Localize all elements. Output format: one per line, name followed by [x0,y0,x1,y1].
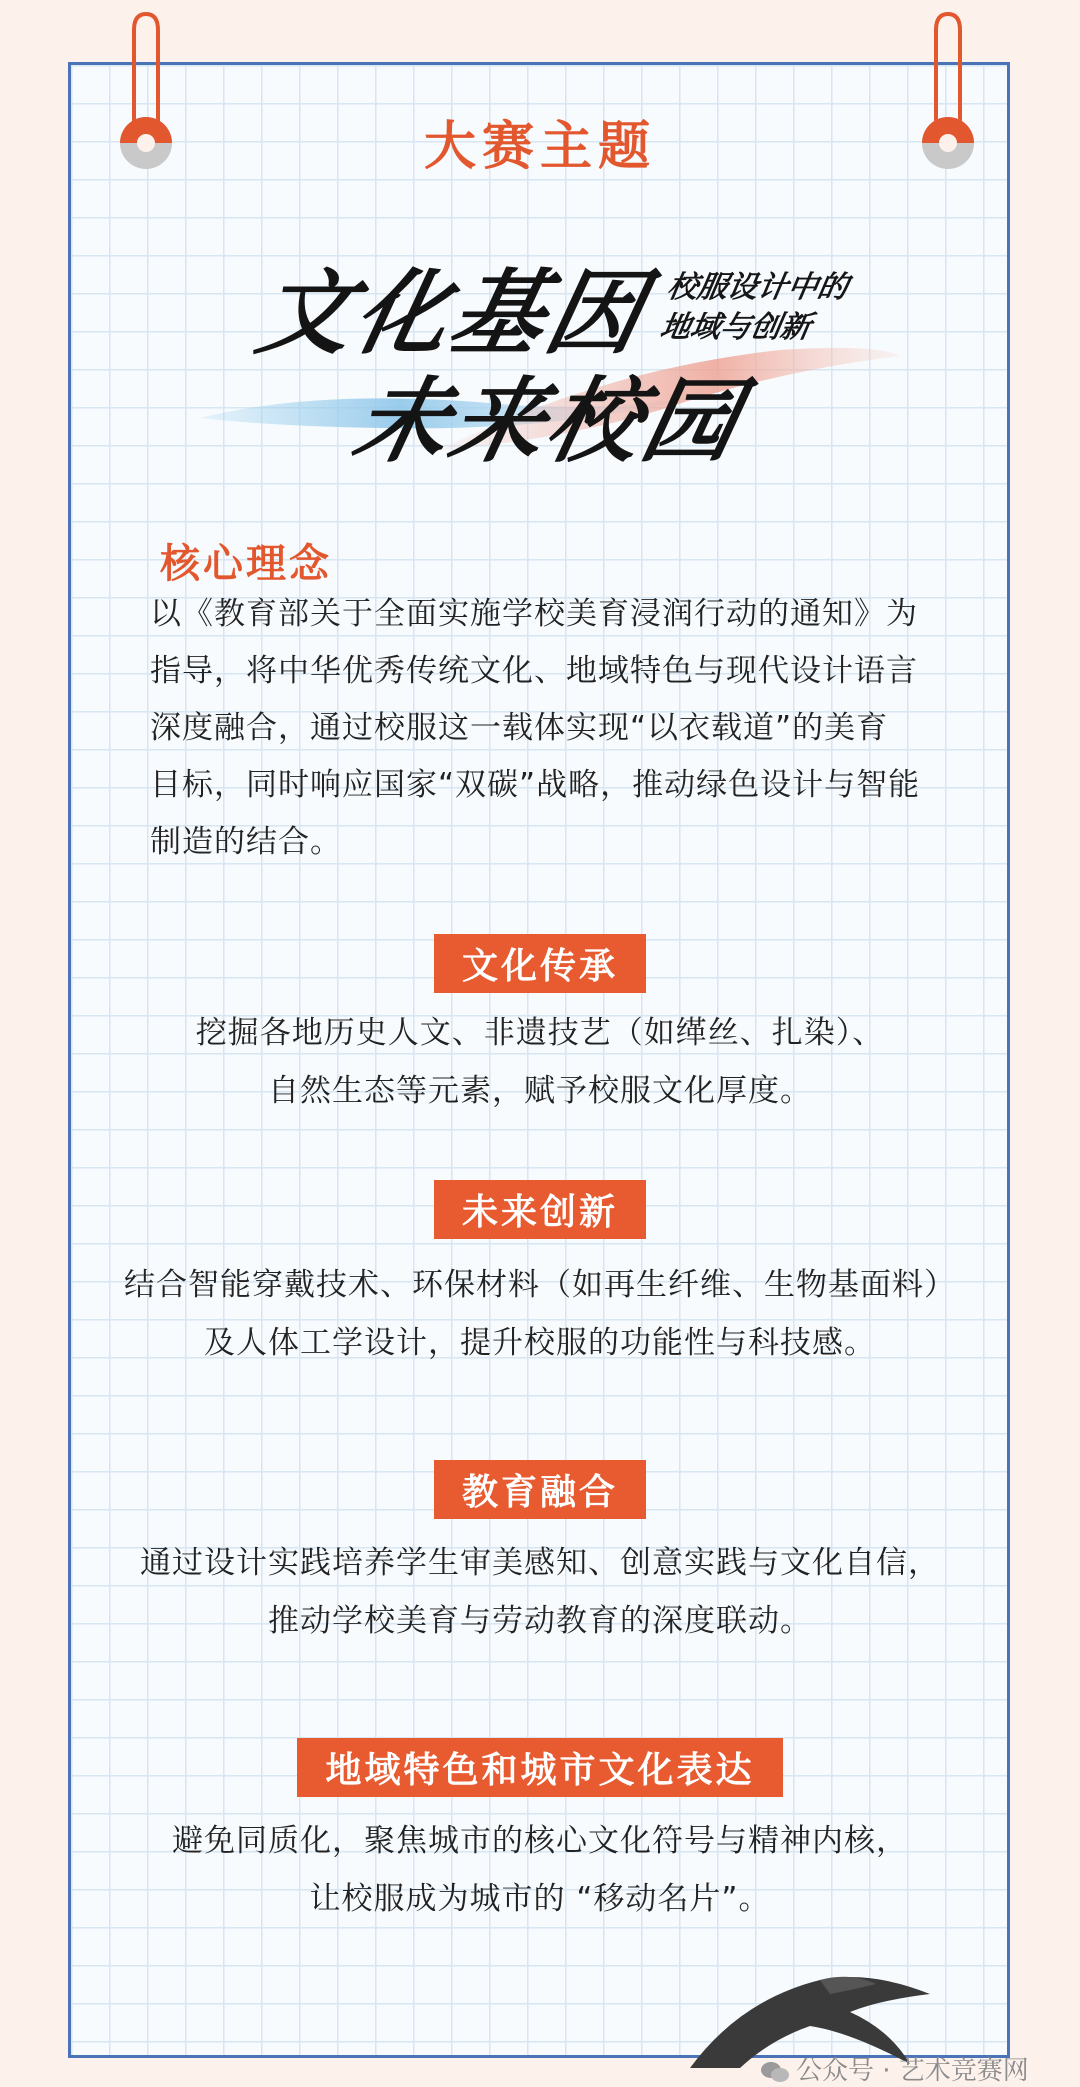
watermark-text: 公众号 · 艺术竞赛网 [796,2056,1029,2086]
core-line: 深度融合，通过校服这一载体实现“以衣载道”的美育 [150,710,889,746]
core-line: 指导，将中华优秀传统文化、地域特色与现代设计语言 [150,653,918,689]
core-line: 目标，同时响应国家“双碳”战略，推动绿色设计与智能 [150,767,921,803]
section-label-text: 未来创新 [434,1180,646,1239]
desc-line: 及人体工学设计，提升校服的功能性与科技感。 [204,1325,876,1361]
section-label-regional-culture [0,1738,1080,1797]
desc-line: 让校服成为城市的 “移动名片”。 [309,1881,771,1917]
hero-subtitle-line2: 地域与创新 [657,310,814,345]
hero-title-block [180,240,900,510]
core-line: 制造的结合。 [150,824,342,860]
section-desc-cultural-heritage [0,1004,1080,1120]
hero-subtitle-line1: 校服设计中的 [664,270,851,305]
core-concept-title: 核心理念 [160,541,332,587]
desc-line: 自然生态等元素，赋予校服文化厚度。 [268,1073,812,1109]
watermark [760,2050,1029,2087]
desc-line: 推动学校美育与劳动教育的深度联动。 [268,1603,812,1639]
section-desc-regional-culture [0,1812,1080,1928]
desc-line: 避免同质化，聚焦城市的核心文化符号与精神内核， [172,1823,908,1859]
desc-line: 挖掘各地历史人文、非遗技艺（如缂丝、扎染）、 [195,1015,885,1051]
section-desc-education-integration [0,1534,1080,1650]
section-label-text: 地域特色和城市文化表达 [297,1738,782,1797]
page-title: 大赛主题 [423,117,656,177]
hero-title-line1: 文化基因 [249,259,657,367]
section-label-future-innovation [0,1180,1080,1239]
core-concept-text [150,586,960,871]
section-label-cultural-heritage [0,934,1080,993]
hero-subtitle [657,268,851,348]
section-label-text: 文化传承 [434,934,646,993]
desc-line: 结合智能穿戴技术、环保材料（如再生纤维、生物基面料） [124,1267,956,1303]
section-desc-future-innovation [0,1256,1080,1372]
wechat-icon [760,2060,790,2084]
core-line: 以《教育部关于全面实施学校美育浸润行动的通知》为 [150,596,918,632]
hero-title-line2: 未来校园 [345,367,753,475]
section-label-education-integration [0,1460,1080,1519]
section-label-text: 教育融合 [434,1460,646,1519]
desc-line: 通过设计实践培养学生审美感知、创意实践与文化自信， [140,1545,940,1581]
